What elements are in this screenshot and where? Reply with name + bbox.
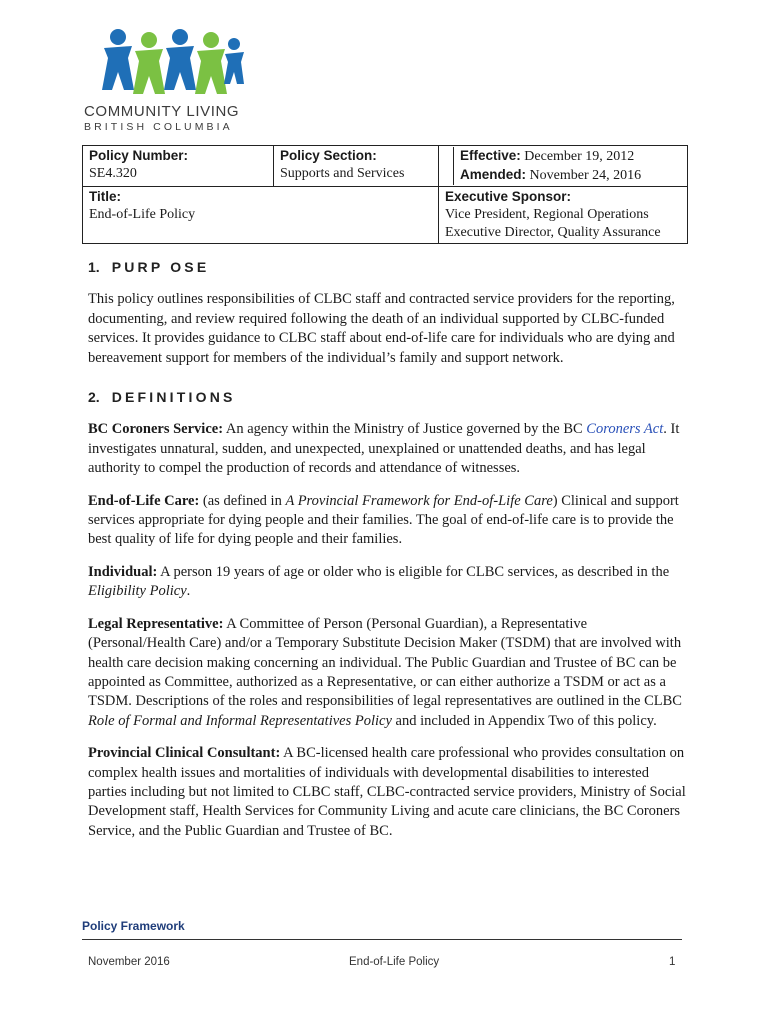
definition-term: End-of-Life Care: [88,492,200,509]
sponsor-label: Executive Sponsor: [445,189,572,204]
eligibility-policy-reference: Eligibility Policy [88,583,187,600]
footer-title: End-of-Life Policy [349,956,440,968]
definition-text: . [186,583,191,600]
policy-number-label: Policy Number: [89,148,189,163]
definition-text: A BC-licensed health care professional who provides consultation on complex health issues and mortalities of individuals with developmental disabilities to interested parties including but not limited to CLBC staff, CLBC-contracted service providers, Ministry of Social Development staff, Health Services for Community Living and acute care clinicians, the BC Coroners Service, and the Public Guardian and Trustee of BC. [88,745,686,839]
policy-number-cell [83,146,274,187]
effective-value: December 19, 2012 [524,149,635,164]
definition-term: Provincial Clinical Consultant: [88,745,281,762]
clbc-logo [84,28,264,138]
effective-label: Effective: [460,148,521,163]
logo-wordmark-line2: BRITISH COLUMBIA [84,121,233,133]
sponsor-line-1: Vice President, Regional Operations [445,207,649,222]
definitions-heading [88,388,688,407]
definition-text: . It investigates unnatural, sudden, and unexpected, unexplained or unattended deaths, and has legal authority to compel the production of records and attendance of witnesses. [88,421,680,477]
title-value: End-of-Life Policy [89,207,196,222]
footer-divider [82,939,682,940]
definition-individual [88,563,688,602]
definition-text: ) Clinical and support services appropriate for dying people and their families. The goal of end-of-life care is to provide the best quality of life for dying people and their families. [88,492,679,548]
title-label: Title: [89,189,122,204]
definition-text: and included in Appendix Two of this policy. [391,712,657,729]
definitions-number: 2. [88,389,100,406]
coroners-act-link[interactable]: Coroners Act [586,421,664,438]
definition-term: Individual: [88,563,158,580]
definition-term: Legal Representative: [88,615,224,632]
definition-term: BC Coroners Service: [88,421,224,438]
definition-text: An agency within the Ministry of Justice governed by the BC [223,421,587,438]
definitions-heading-text: DEFINITIONS [111,389,236,406]
definition-coroners [88,420,688,478]
policy-content [88,258,688,854]
purpose-heading [88,258,688,277]
definition-text: (as defined in [199,492,286,509]
footer-date: November 2016 [88,956,170,968]
sponsor-line-2: Executive Director, Quality Assurance [445,225,661,240]
amended-value: November 24, 2016 [529,168,642,183]
definition-text: A person 19 years of age or older who is eligible for CLBC services, as described in the [157,563,670,580]
policy-section-cell [274,146,439,187]
purpose-number: 1. [88,259,100,275]
definition-clinical-consultant [88,744,688,841]
policy-section-label: Policy Section: [280,148,377,163]
definition-text: A Committee of Person (Personal Guardian), a Representative (Personal/Health Care) and/or a Temporary Substitute Decision Maker (TSDM) that are involved with health care decision making concerning an individual. The Public Guardian and Trustee of BC can be appointed as Committee, authorized as a Representative, or can either authorize a TSDM or act as a TSDM. Descriptions of the roles and responsibilities of legal representatives are outlined in the CLBC [88,615,682,710]
policy-framework-label: Policy Framework [82,919,185,933]
people-figures-icon [94,28,244,100]
definition-legal-representative [88,615,688,731]
definition-end-of-life-care [88,492,688,550]
amended-label: Amended: [460,167,527,182]
title-cell [83,187,439,244]
footer-page-number: 1 [669,956,676,968]
policy-section-value: Supports and Services [280,166,405,181]
framework-reference: A Provincial Framework for End-of-Life Care [285,492,553,509]
purpose-paragraph: This policy outlines responsibilities of CLBC staff and contracted service providers for the reporting, documenting, and review required following the death of an individual supported by CLBC-funded services. It provides guidance to CLBC staff about end-of-life care for individuals who are dying and bereavement support for members of the individual’s family and support network. [88,291,675,366]
logo-wordmark-line1: COMMUNITY LIVING [84,103,240,120]
policy-number-value: SE4.320 [89,166,137,181]
representatives-policy-reference: Role of Formal and Informal Representatives Policy [88,712,392,729]
policy-info-table [82,145,688,244]
sponsor-cell [439,187,688,244]
effective-cell [439,146,688,187]
purpose-heading-text: PURP OSE [111,259,210,275]
